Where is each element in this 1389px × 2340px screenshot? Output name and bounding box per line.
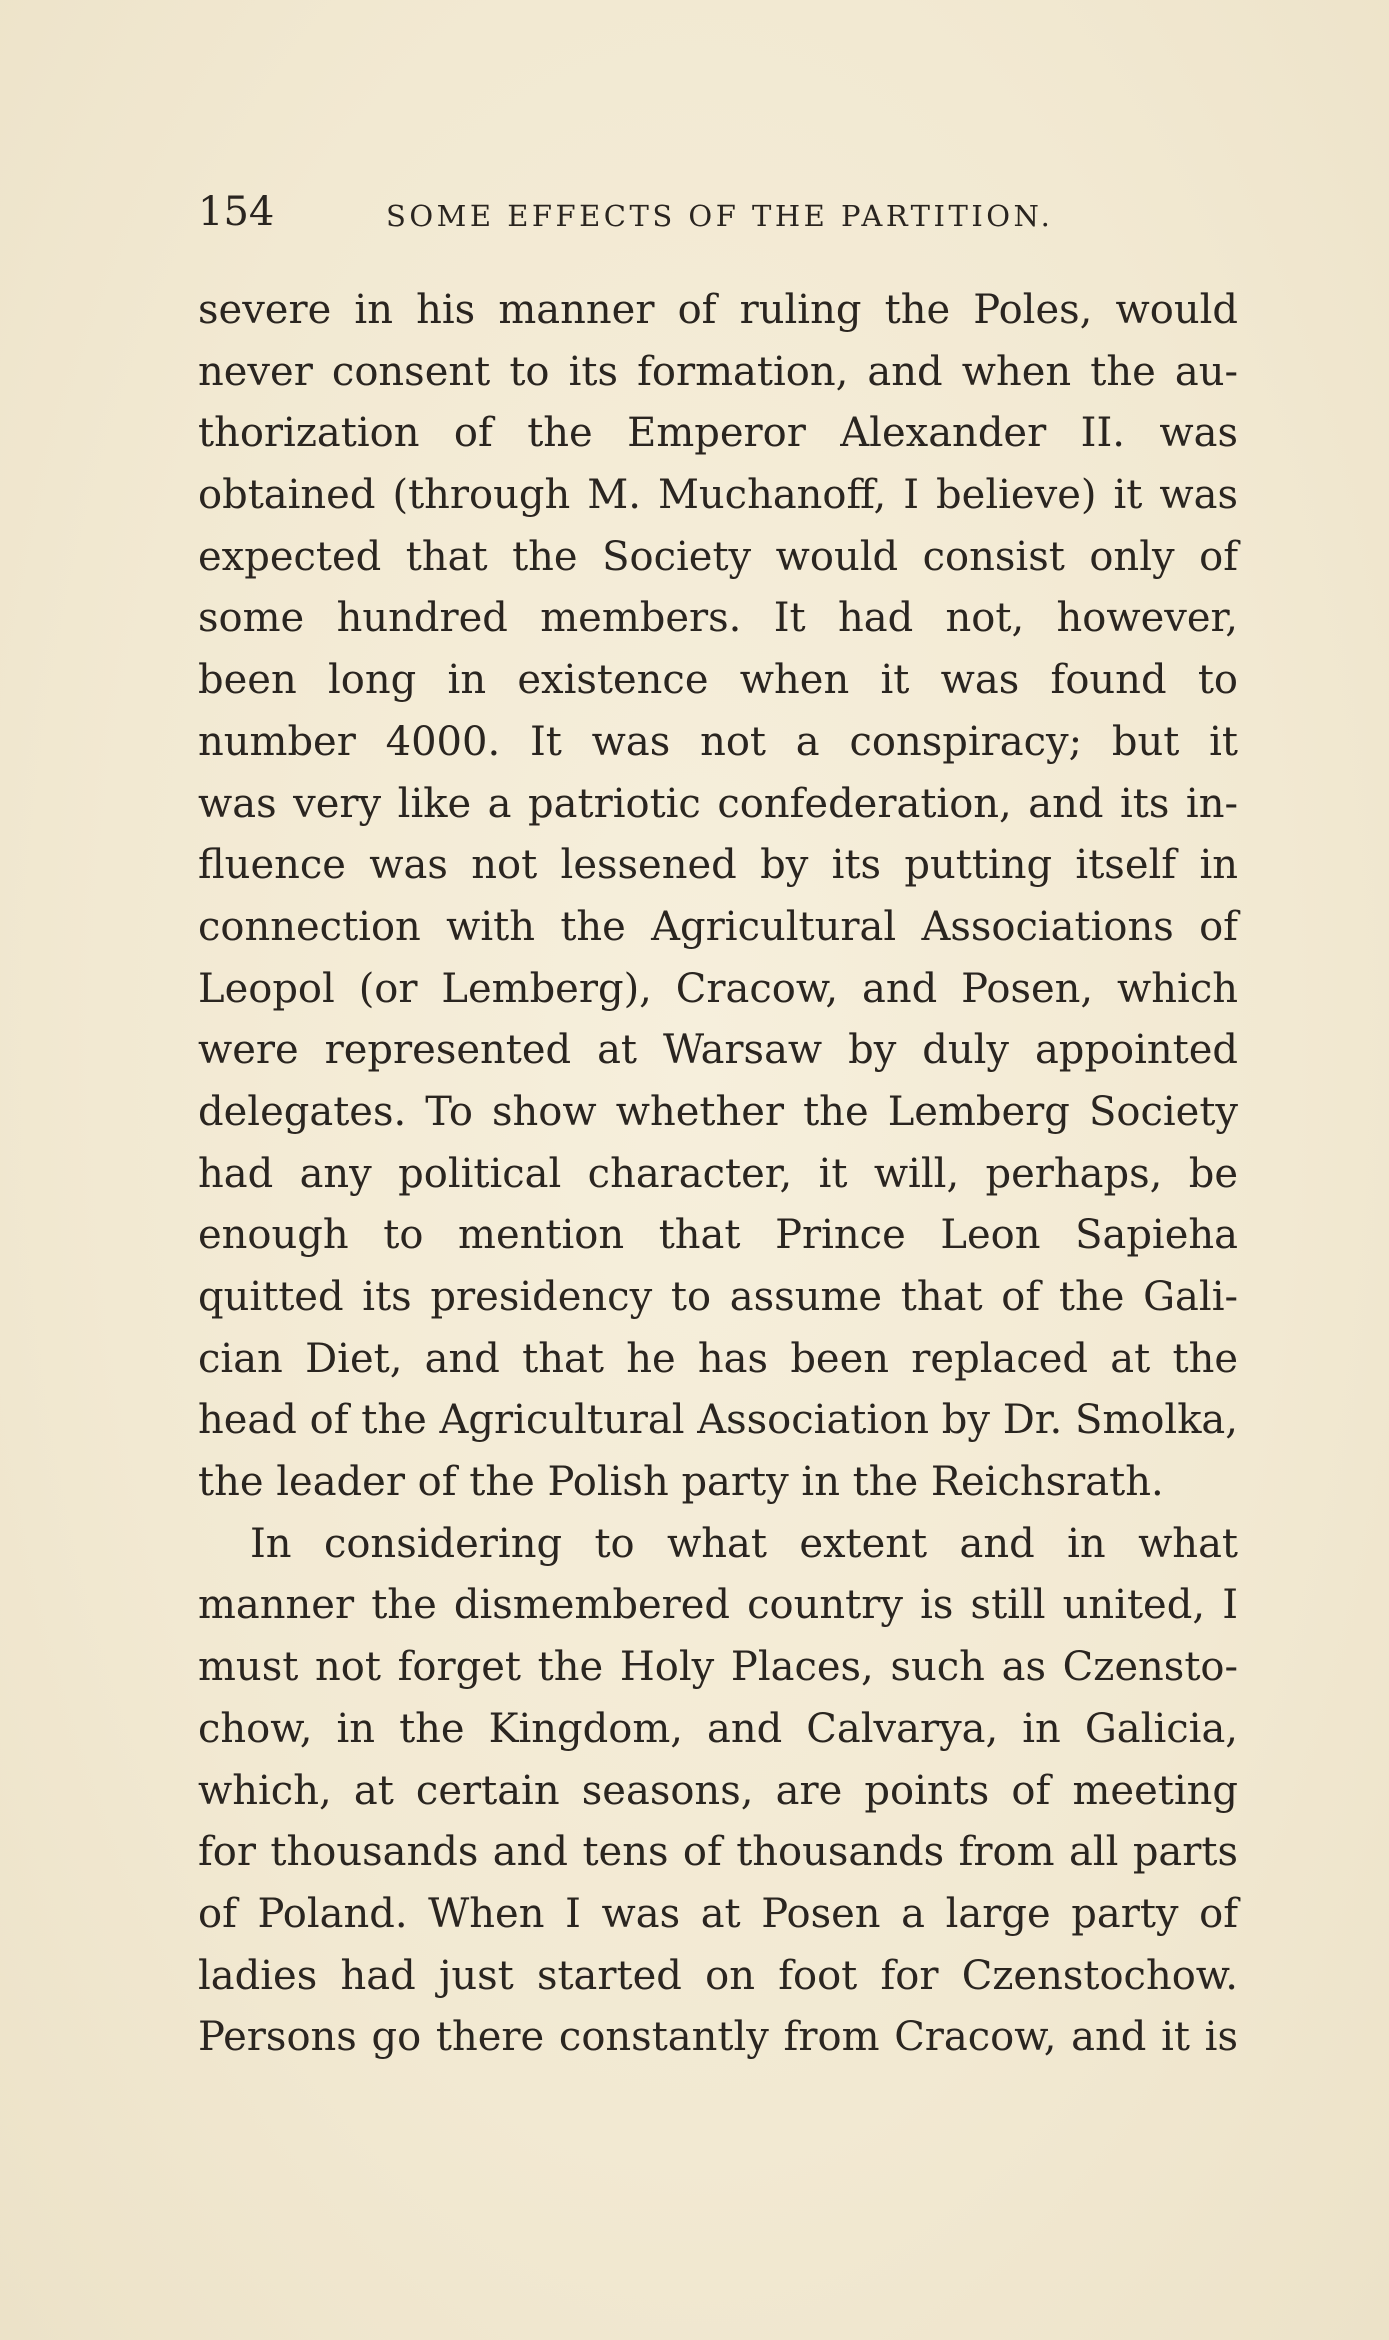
- text-line: ladies had just started on foot for Czenstochow.: [198, 1952, 1238, 1999]
- text-line: head of the Agricultural Association by Dr. Smolka,: [198, 1397, 1238, 1444]
- text-line: had any political character, it will, perhaps, be: [198, 1150, 1238, 1197]
- text-line: number 4000. It was not a conspiracy; but it: [198, 718, 1238, 765]
- text-line: chow, in the Kingdom, and Calvarya, in Galicia,: [198, 1705, 1238, 1752]
- text-line: delegates. To show whether the Lemberg Society: [198, 1088, 1238, 1135]
- text-line: Persons go there constantly from Cracow, and it is: [198, 2014, 1238, 2061]
- page-header: [198, 182, 1078, 242]
- text-line: thorization of the Emperor Alexander II. was: [198, 410, 1238, 457]
- text-line: some hundred members. It had not, however,: [198, 595, 1238, 642]
- text-line: been long in existence when it was found to: [198, 657, 1238, 704]
- text-line: cian Diet, and that he has been replaced at the: [198, 1335, 1238, 1382]
- text-line: must not forget the Holy Places, such as Czensto-: [198, 1644, 1238, 1691]
- text-line: Leopol (or Lemberg), Cracow, and Posen, which: [198, 965, 1238, 1012]
- text-line: which, at certain seasons, are points of meeting: [198, 1767, 1238, 1814]
- text-line: of Poland. When I was at Posen a large party of: [198, 1890, 1238, 1937]
- page-number: 154: [198, 189, 275, 235]
- text-line: fluence was not lessened by its putting itself in: [198, 842, 1238, 889]
- text-line: were represented at Warsaw by duly appointed: [198, 1027, 1238, 1074]
- text-line: manner the dismembered country is still united, I: [198, 1582, 1238, 1629]
- text-line: was very like a patriotic confederation, and its in-: [198, 780, 1238, 827]
- text-line: for thousands and tens of thousands from all parts: [198, 1829, 1238, 1876]
- text-line: never consent to its formation, and when the au-: [198, 348, 1238, 395]
- text-line: obtained (through M. Muchanoff, I believe) it was: [198, 472, 1238, 519]
- text-line: severe in his manner of ruling the Poles, would: [198, 287, 1238, 333]
- text-line: expected that the Society would consist only of: [198, 533, 1238, 580]
- text-line: quitted its presidency to assume that of the Gali-: [198, 1274, 1238, 1320]
- paragraph-start-line: In considering to what extent and in what: [250, 1520, 1238, 1567]
- text-line: enough to mention that Prince Leon Sapieha: [198, 1212, 1238, 1259]
- paragraph-end-line: the leader of the Polish party in the Reichsrath.: [198, 1459, 1164, 1506]
- text-line: connection with the Agricultural Associations of: [198, 903, 1238, 950]
- running-title: SOME EFFECTS OF THE PARTITION.: [386, 199, 1054, 233]
- body-text: [198, 280, 1238, 2069]
